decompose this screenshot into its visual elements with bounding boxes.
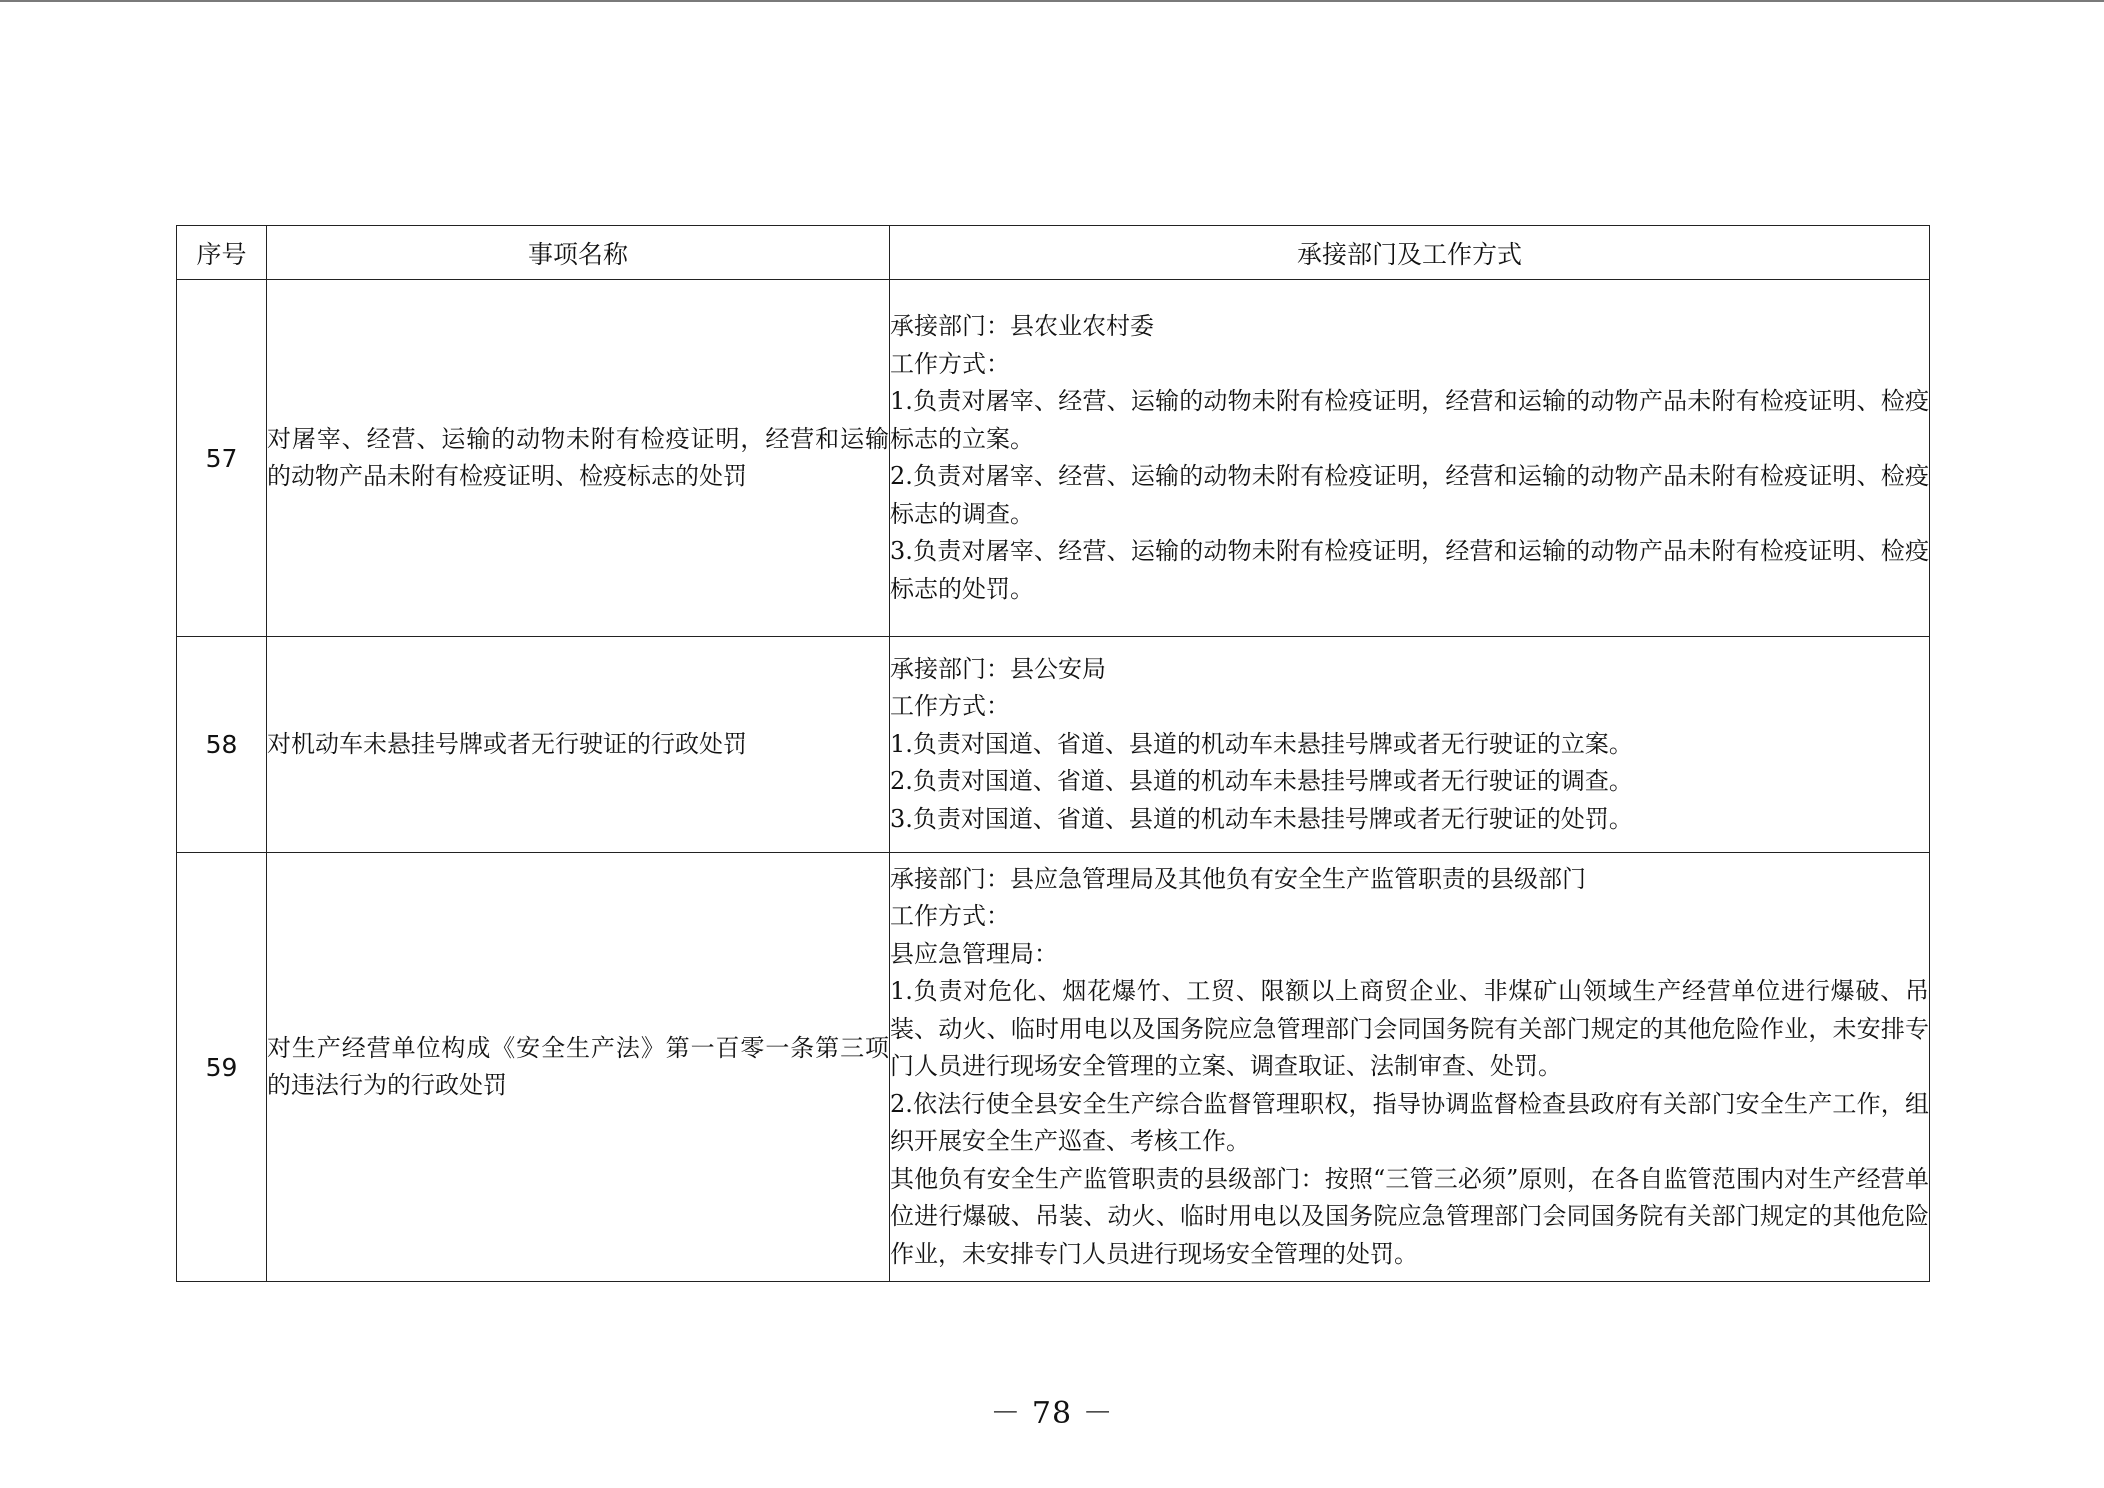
page-number: － 78 － bbox=[990, 1396, 1114, 1431]
row-serial-number: 59 bbox=[177, 853, 267, 1282]
row-item-name: 对机动车未悬挂号牌或者无行驶证的行政处罚 bbox=[267, 637, 890, 853]
matters-table bbox=[176, 225, 1930, 1282]
table-row bbox=[177, 637, 1930, 853]
work-method-item: 2.负责对屠宰、经营、运输的动物未附有检疫证明，经营和运输的动物产品未附有检疫证明、检疫标志的调查。 bbox=[890, 462, 1929, 528]
row-serial-number: 57 bbox=[177, 280, 267, 637]
row-item-name: 对生产经营单位构成《安全生产法》第一百零一条第三项的违法行为的行政处罚 bbox=[267, 853, 890, 1282]
table-row bbox=[177, 280, 1930, 637]
work-method-item: 3.负责对国道、省道、县道的机动车未悬挂号牌或者无行驶证的处罚。 bbox=[890, 804, 1633, 833]
work-method-label: 工作方式： bbox=[890, 349, 1010, 378]
table-header-row bbox=[177, 226, 1930, 280]
department-line: 承接部门：县农业农村委 bbox=[890, 312, 1154, 340]
header-serial-number: 序号 bbox=[177, 226, 267, 280]
row-department-and-method bbox=[890, 637, 1930, 853]
work-method-item: 2.依法行使全县安全生产综合监督管理职权，指导协调监督检查县政府有关部门安全生产工作，组织开展安全生产巡查、考核工作。 bbox=[890, 1089, 1929, 1156]
department-line: 承接部门：县应急管理局及其他负有安全生产监管职责的县级部门 bbox=[890, 864, 1586, 893]
sub-department-label: 县应急管理局： bbox=[890, 939, 1058, 968]
row-department-and-method bbox=[890, 280, 1930, 637]
work-method-item: 2.负责对国道、省道、县道的机动车未悬挂号牌或者无行驶证的调查。 bbox=[890, 767, 1633, 796]
top-border-line bbox=[0, 0, 2104, 2]
work-method-label: 工作方式： bbox=[890, 902, 1010, 931]
work-method-item: 3.负责对屠宰、经营、运输的动物未附有检疫证明，经营和运输的动物产品未附有检疫证明、检疫标志的处罚。 bbox=[890, 537, 1929, 603]
header-department-and-method: 承接部门及工作方式 bbox=[890, 226, 1930, 280]
work-method-item: 1.负责对危化、烟花爆竹、工贸、限额以上商贸企业、非煤矿山领域生产经营单位进行爆破、吊装、动火、临时用电以及国务院应急管理部门会同国务院有关部门规定的其他危险作业，未安排专门人员进行现场安全管理的立案、调查取证、法制审查、处罚。 bbox=[890, 977, 1929, 1081]
header-item-name: 事项名称 bbox=[267, 226, 890, 280]
other-departments-paragraph: 其他负有安全生产监管职责的县级部门：按照“三管三必须”原则，在各自监管范围内对生产经营单位进行爆破、吊装、动火、临时用电以及国务院应急管理部门会同国务院有关部门规定的其他危险作业，未安排专门人员进行现场安全管理的处罚。 bbox=[890, 1164, 1929, 1268]
row-department-and-method bbox=[890, 853, 1930, 1282]
work-method-label: 工作方式： bbox=[890, 692, 1010, 721]
table-row bbox=[177, 853, 1930, 1282]
row-item-name: 对屠宰、经营、运输的动物未附有检疫证明，经营和运输的动物产品未附有检疫证明、检疫标志的处罚 bbox=[267, 280, 890, 637]
department-line: 承接部门：县公安局 bbox=[890, 654, 1106, 683]
work-method-item: 1.负责对国道、省道、县道的机动车未悬挂号牌或者无行驶证的立案。 bbox=[890, 729, 1633, 758]
row-serial-number: 58 bbox=[177, 637, 267, 853]
work-method-item: 1.负责对屠宰、经营、运输的动物未附有检疫证明，经营和运输的动物产品未附有检疫证明、检疫标志的立案。 bbox=[890, 387, 1929, 453]
